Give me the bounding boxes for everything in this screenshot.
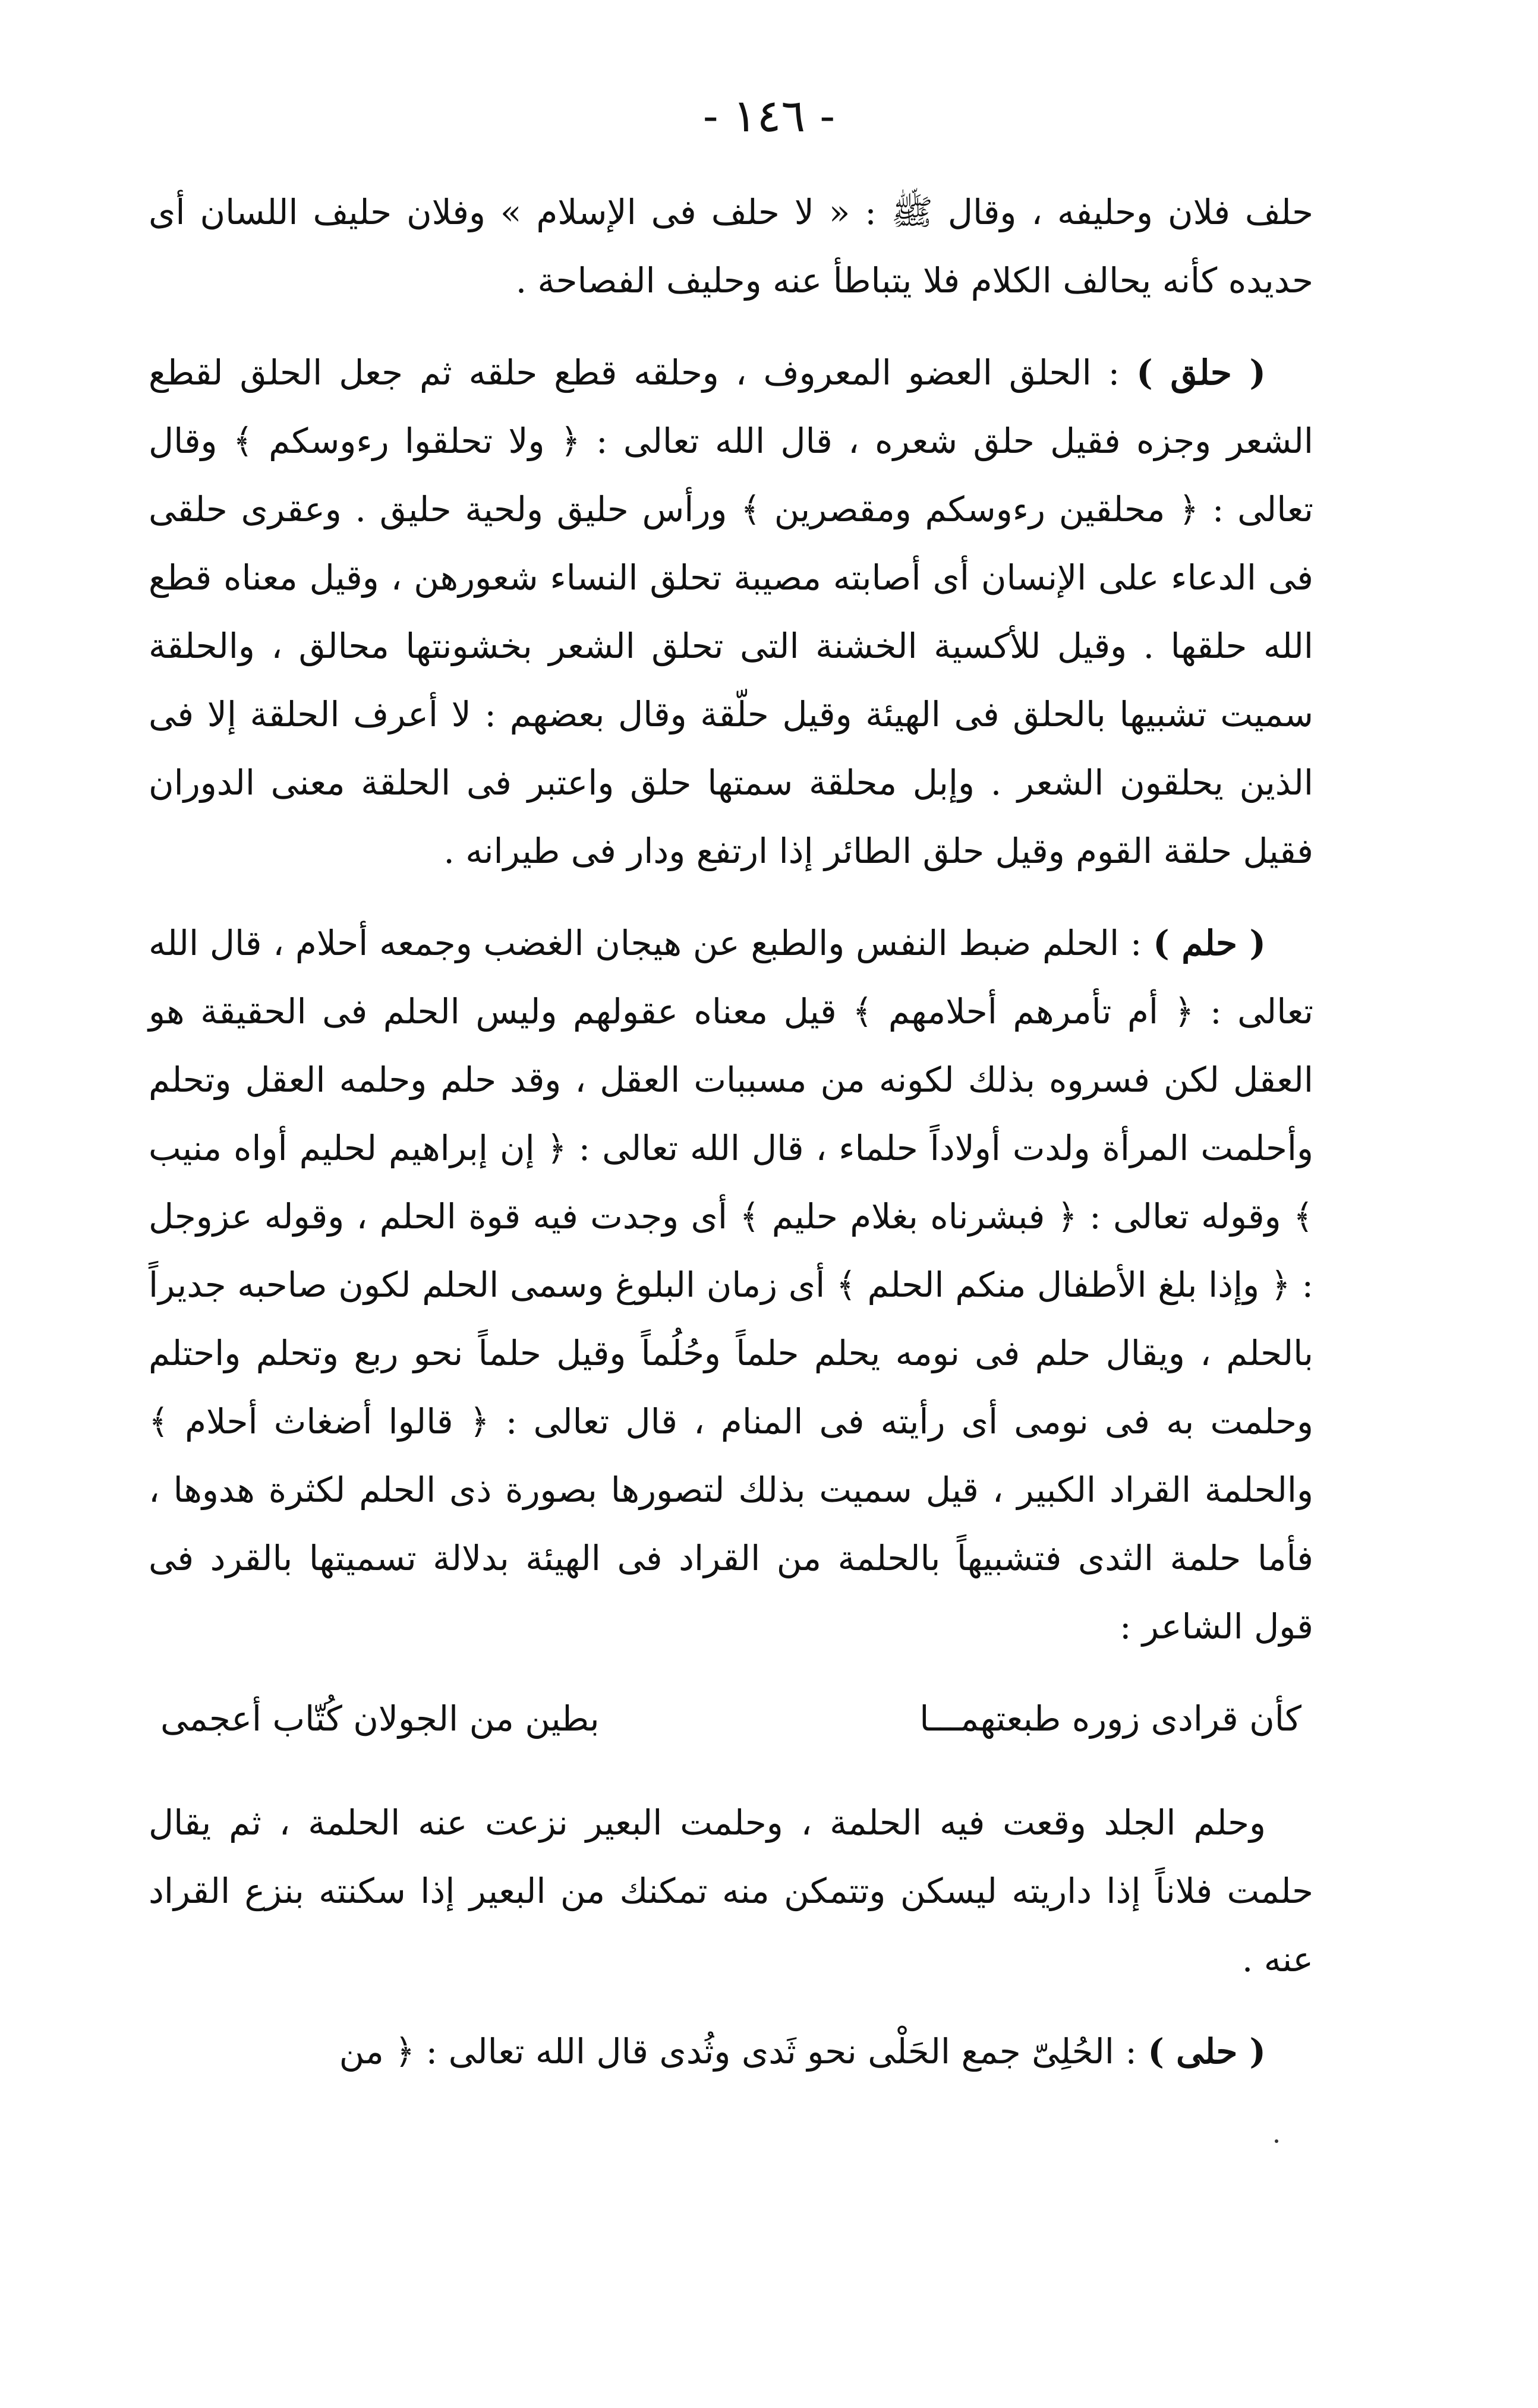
- entry-paragraph: [149, 339, 1313, 885]
- poem-verse: [149, 1685, 1313, 1753]
- entry-text: حلف فلان وحليفه ، وقال ﷺ : « لا حلف فى الإسلام » وفلان حليف اللسان أى حديده كأنه يحالف الكلام فلا يتباطأ عنه وحليف الفصاحة .: [149, 192, 1313, 301]
- entry-hilm: [149, 909, 1313, 1661]
- entry-text: : الحلم ضبط النفس والطبع عن هيجان الغضب وجمعه أحلام ، قال الله تعالى : ﴿ أم تأمرهم أحلامهم ﴾ قيل معناه عقولهم وليس الحلم فى الحقيقة هو العقل لكن فسروه بذلك لكونه من مسببات العقل ، وقد حلم وحلمه العقل وتحلم وأحلمت المرأة ولدت أولاداً حلماء ، قال الله تعالى : ﴿ إن إبراهيم لحليم أواه منيب ﴾ وقوله تعالى : ﴿ فبشرناه بغلام حليم ﴾ أى وجدت فيه قوة الحلم ، وقوله عزوجل : ﴿ وإذا بلغ الأطفال منكم الحلم ﴾ أى زمان البلوغ وسمى الحلم لكون صاحبه جديراً بالحلم ، ويقال حلم فى نومه يحلم حلماً وحُلُماً وقيل حلماً نحو ربع وتحلم واحتلم وحلمت به فى نومى أى رأيته فى المنام ، قال تعالى : ﴿ قالوا أضغاث أحلام ﴾ والحلمة القراد الكبير ، قيل سميت بذلك لتصورها بصورة ذى الحلم لكثرة هدوها ، فأما حلمة الثدى فتشبيهاً بالحلمة من القراد فى الهيئة بدلالة تسميتها بالقرد فى قول الشاعر :: [149, 923, 1313, 1647]
- ink-speck: [1275, 2139, 1278, 2143]
- entry-huli: [149, 2018, 1313, 2086]
- page-number: - ١٤٦ -: [702, 89, 836, 142]
- page-body: [149, 178, 1313, 2110]
- entry-headword: ( حلم ): [1153, 923, 1266, 963]
- entry-halq: [149, 339, 1313, 885]
- entry-hilm-continuation: [149, 1789, 1313, 1994]
- entry-paragraph: [149, 909, 1313, 1661]
- entry-text: وحلم الجلد وقعت فيه الحلمة ، وحلمت البعير نزعت عنه الحلمة ، ثم يقال حلمت فلاناً إذا داريته ليسكن وتتمكن منه تمكنك من البعير إذا سكنته بنزع القراد عنه .: [149, 1802, 1313, 1980]
- poem-second-hemistich: بطين من الجولان كُتّاب أعجمى: [160, 1698, 600, 1739]
- entry-text: : الحلق العضو المعروف ، وحلقه قطع حلقه ثم جعل الحلق لقطع الشعر وجزه فقيل حلق شعره ، قال الله تعالى : ﴿ ولا تحلقوا رءوسكم ﴾ وقال تعالى : ﴿ محلقين رءوسكم ومقصرين ﴾ ورأس حليق ولحية حليق . وعقرى حلقى فى الدعاء على الإنسان أى أصابته مصيبة تحلق النساء شعورهن ، وقيل معناه قطع الله حلقها . وقيل للأكسية الخشنة التى تحلق الشعر بخشونتها محالق ، والحلقة سميت تشبيها بالحلق فى الهيئة وقيل حلّقة وقال بعضهم : لا أعرف الحلقة إلا فى الذين يحلقون الشعر . وإبل محلقة سمتها حلق واعتبر فى الحلقة معنى الدوران فقيل حلقة القوم وقيل حلق الطائر إذا ارتفع ودار فى طيرانه .: [149, 352, 1313, 871]
- entry-halaf-continuation: [149, 178, 1313, 315]
- entry-headword: ( حلق ): [1136, 352, 1266, 393]
- poem-first-hemistich: كأن قرادى زوره طبعتهمـــا: [919, 1698, 1301, 1739]
- entry-headword: ( حلى ): [1148, 2031, 1266, 2072]
- entry-paragraph: [149, 2018, 1313, 2086]
- entry-text: : الحُلِىّ جمع الحَلْى نحو ثَدى وثُدى قال الله تعالى : ﴿ من: [339, 2031, 1148, 2072]
- entry-paragraph: [149, 1789, 1313, 1994]
- entry-paragraph: [149, 178, 1313, 315]
